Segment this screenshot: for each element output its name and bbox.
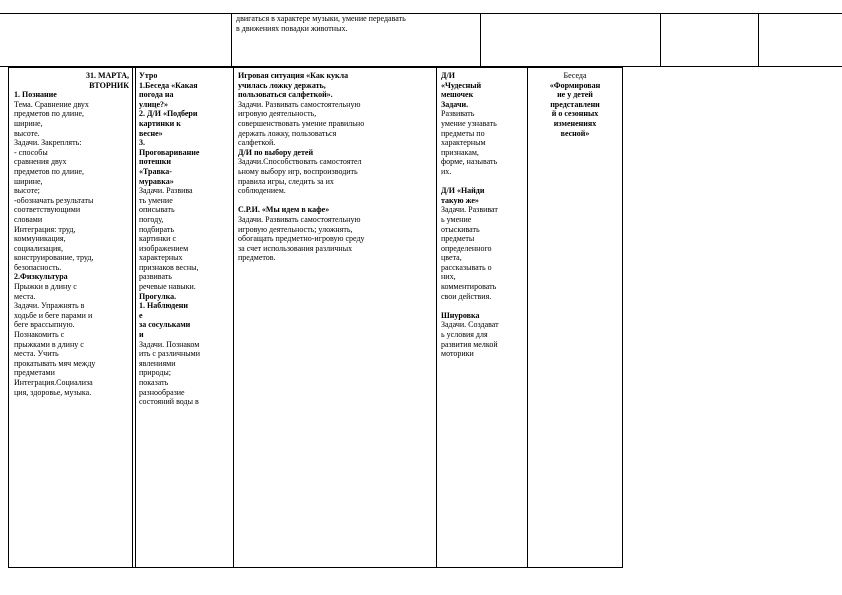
- text-line: соблюдением.: [238, 186, 286, 196]
- text-line: ция, здоровье, музыка.: [14, 387, 92, 397]
- text-line: е: [139, 310, 143, 320]
- text-line: комментировать: [441, 282, 497, 292]
- text-line: Игровая ситуация «Как кукла: [238, 71, 349, 80]
- text-line: [238, 196, 434, 206]
- text-line: 1.Беседа «Какая: [139, 80, 198, 90]
- text-line: совершенствовать умение правильно: [238, 118, 365, 128]
- text-line: ходьбе и беге парами и: [14, 310, 93, 320]
- text-line: С.Р.И. «Мы идем в кафе»: [238, 205, 330, 215]
- text-line: ить с различными: [139, 349, 200, 359]
- text-line: ие у детей: [557, 90, 593, 100]
- text-line: [441, 301, 526, 311]
- text-line: цвета,: [441, 253, 462, 263]
- text-line: места.: [14, 291, 36, 301]
- text-line: правила игры, следить за их: [238, 176, 334, 186]
- main-table-border-top: [8, 67, 622, 68]
- text-line: Д/И по выбору детей: [238, 147, 314, 157]
- main-table-divider: [233, 67, 234, 568]
- text-line: Задачи. Развивать самостоятельную: [238, 99, 361, 109]
- text-line: - способы: [14, 147, 48, 157]
- text-line: игровую деятельность; уложнять,: [238, 224, 353, 234]
- text-line: погода на: [139, 90, 174, 100]
- text-line: состояний воды в: [139, 397, 199, 407]
- text-line: Познакомить с: [14, 330, 65, 340]
- text-line: игровую деятельность,: [238, 109, 317, 119]
- text-line: держать ложку, пользоваться: [238, 128, 337, 138]
- text-line: Развивать: [441, 109, 475, 119]
- text-line: картинки к: [139, 118, 181, 128]
- text-line: пользоваться салфеткой».: [238, 90, 333, 100]
- text-line: «Формирован: [549, 80, 601, 90]
- text-line: речевые навыки.: [139, 282, 196, 292]
- text-line: й о сезонных: [551, 109, 599, 119]
- lesson-column-cell: [14, 71, 129, 397]
- text-line: природы;: [139, 368, 171, 378]
- text-line: Прыжки в длину с: [14, 282, 77, 292]
- text-line: Задачи. Закреплять:: [14, 138, 82, 148]
- text-line: них,: [441, 272, 456, 282]
- text-line: предметы по: [441, 128, 485, 138]
- text-line: Д/И: [441, 71, 455, 80]
- text-line: картинки с: [139, 234, 176, 244]
- main-table-divider: [132, 67, 133, 568]
- text-line: Д/И «Найди: [441, 186, 485, 196]
- text-line: Задачи. Развива: [139, 186, 193, 196]
- text-line: описывать: [139, 205, 175, 215]
- text-line: беге врассыпную.: [14, 320, 75, 330]
- text-line: словами: [14, 214, 43, 224]
- text-line: [441, 177, 526, 187]
- text-line: весной»: [560, 128, 590, 138]
- text-line: «Чудесный: [441, 80, 482, 90]
- text-line: явлениями: [139, 358, 176, 368]
- main-table-divider: [436, 67, 437, 568]
- text-line: 3.: [139, 138, 145, 148]
- top-table-divider: [480, 13, 481, 67]
- main-table-divider: [527, 67, 528, 568]
- text-line: развивать: [139, 272, 172, 282]
- text-line: Утро: [139, 71, 158, 80]
- text-line: предметов по длине,: [14, 166, 85, 176]
- main-table-divider: [135, 67, 136, 568]
- text-line: Интеграция: труд,: [14, 224, 76, 234]
- text-line: 1. Наблюдени: [139, 301, 188, 311]
- main-table-border-left: [8, 67, 9, 568]
- text-line: рассказывать о: [441, 262, 492, 272]
- text-line: показать: [139, 378, 169, 387]
- text-line: прыжками в длину с: [14, 339, 84, 349]
- text-line: развития мелкой: [441, 339, 498, 349]
- didactic-games-column-cell: [441, 71, 526, 359]
- text-line: Задачи. Развиват: [441, 205, 498, 215]
- text-line: погоду,: [139, 214, 164, 224]
- text-line: отыскивать: [441, 224, 480, 234]
- text-line: Шнуровка: [441, 310, 480, 320]
- text-line: коммуникация,: [14, 234, 66, 244]
- text-line: признакам,: [441, 147, 479, 157]
- text-line: улице?»: [139, 99, 169, 109]
- text-line: Беседа: [563, 71, 587, 80]
- text-line: высоте.: [14, 128, 40, 138]
- text-line: предметы: [441, 234, 475, 244]
- text-line: соответствующими: [14, 205, 81, 215]
- text-line: предметами: [14, 368, 55, 378]
- text-line: Прогулка.: [139, 291, 177, 301]
- text-line: социализация,: [14, 243, 63, 253]
- text-line: 2. Д/И «Подбери: [139, 109, 198, 119]
- text-line: свои действия.: [441, 291, 492, 301]
- text-line: двигаться в характере музыки, умение передавать: [236, 14, 406, 23]
- top-table-divider: [758, 13, 759, 67]
- text-line: -обозначать результаты: [14, 195, 94, 205]
- text-line: разнообразие: [139, 387, 185, 397]
- game-situation-column-cell: [238, 71, 434, 263]
- text-line: ть умение: [139, 195, 173, 205]
- text-line: весне»: [139, 128, 163, 138]
- text-line: сравнения двух: [14, 157, 67, 167]
- text-line: представлени: [550, 99, 600, 109]
- text-line: Задачи. Развивать самостоятельную: [238, 214, 361, 224]
- text-line: изменениях: [553, 118, 597, 128]
- morning-walk-column-cell: [139, 71, 232, 407]
- top-table-activity-text: [236, 14, 480, 33]
- text-line: ь умение: [441, 214, 472, 224]
- text-line: Проговаривание: [139, 147, 200, 157]
- text-line: ьному выбору игр, воспроизводить: [238, 166, 358, 176]
- main-table-border-right: [622, 67, 623, 568]
- text-line: 1. Познание: [14, 90, 57, 100]
- text-line: 2.Физкультура: [14, 272, 68, 282]
- text-line: характерных: [139, 253, 183, 263]
- text-line: ВТОРНИК: [89, 80, 129, 90]
- text-line: высоте;: [14, 186, 40, 196]
- text-line: Задачи.Способствовать самостоятел: [238, 157, 362, 167]
- text-line: места. Учить: [14, 349, 59, 359]
- text-line: моторики: [441, 349, 474, 359]
- text-line: ширине,: [14, 118, 43, 128]
- text-line: ширине,: [14, 176, 43, 186]
- text-line: изображением: [139, 243, 189, 253]
- text-line: за счет использования различных: [238, 243, 353, 253]
- text-line: обогащать предметно-игровую среду: [238, 234, 365, 244]
- conversation-column-cell: [529, 71, 621, 138]
- text-line: конструирование, труд,: [14, 253, 94, 263]
- text-line: их.: [441, 166, 452, 176]
- text-line: Интеграция.Социализа: [14, 378, 93, 387]
- text-line: муравка»: [139, 176, 174, 186]
- top-table-divider: [660, 13, 661, 67]
- text-line: «Травка-: [139, 166, 172, 176]
- text-line: безопасность.: [14, 262, 62, 272]
- top-table-divider: [231, 13, 232, 67]
- text-line: определенного: [441, 243, 492, 253]
- text-line: подбирать: [139, 224, 174, 234]
- text-line: умение узнавать: [441, 118, 497, 128]
- text-line: прокатывать мяч между: [14, 358, 96, 368]
- main-table-border-bottom: [8, 567, 622, 568]
- text-line: Тема. Сравнение двух: [14, 99, 89, 109]
- text-line: за сосульками: [139, 320, 191, 330]
- text-line: салфеткой.: [238, 138, 276, 148]
- text-line: в движениях повадки животных.: [236, 23, 348, 33]
- text-line: предметов.: [238, 253, 276, 263]
- text-line: характерным: [441, 138, 486, 148]
- text-line: предметов по длине,: [14, 109, 85, 119]
- text-line: Задачи. Создават: [441, 320, 499, 330]
- text-line: училась ложку держать,: [238, 80, 326, 90]
- text-line: ь условия для: [441, 330, 488, 340]
- text-line: мешочек: [441, 90, 474, 100]
- text-line: 31. МАРТА,: [85, 71, 129, 80]
- text-line: Задачи.: [441, 99, 469, 109]
- text-line: форме, называть: [441, 157, 498, 167]
- text-line: и: [139, 330, 144, 340]
- text-line: потешки: [139, 157, 171, 167]
- text-line: признаков весны,: [139, 262, 199, 272]
- text-line: такую же»: [441, 195, 479, 205]
- text-line: Задачи. Упражнять в: [14, 301, 85, 311]
- text-line: Задачи. Познаком: [139, 339, 200, 349]
